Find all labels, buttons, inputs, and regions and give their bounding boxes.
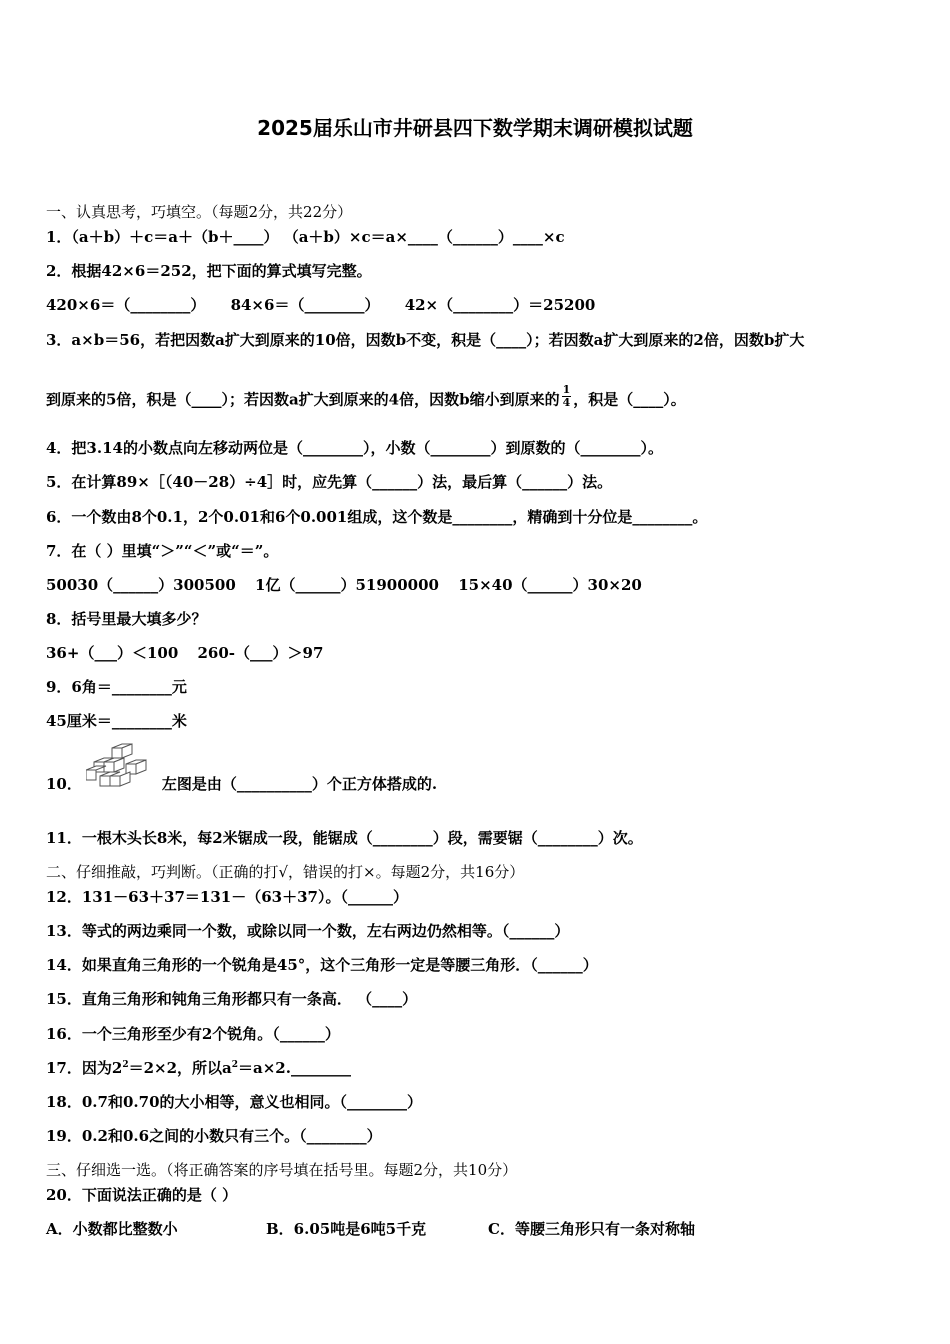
question-1: 1．（a＋b）＋c＝a＋（b＋____） （a＋b）×c＝a×____（______）____×c [46,228,565,246]
question-2-blank-c: 42×（________）＝25200 [404,296,596,314]
question-13: 13．等式的两边乘同一个数，或除以同一个数，左右两边仍然相等。（______） [46,922,570,940]
section-1-heading: 一、认真思考，巧填空。（每题2分，共22分） [46,203,353,221]
question-2-blank-b: 84×6＝（________） [230,296,380,314]
question-3-line-2 [46,383,686,413]
question-9-b: 45厘米＝________米 [46,712,187,730]
question-2: 2．根据42×6＝252，把下面的算式填写完整。 [46,262,372,280]
option-b: B．6.05吨是6吨5千克 [266,1220,427,1238]
question-7-item-c: 15×40（______）30×20 [458,576,642,594]
question-17-part-1: 17．因为2 [46,1059,123,1077]
question-3-line-1: 3．a×b＝56，若把因数a扩大到原来的10倍，因数b不变，积是（____）；若因数a扩大到原来的2倍，因数b扩大 [46,331,805,349]
stacked-cubes-figure [86,742,160,794]
question-3-text-after: ，积是（____）。 [573,390,686,409]
question-19: 19．0.2和0.6之间的小数只有三个。（________） [46,1127,382,1145]
question-3-text-before: 到原来的5倍，积是（____）；若因数a扩大到原来的4倍，因数b缩小到原来的 [46,390,560,409]
fraction-denominator: 4 [562,396,571,409]
question-15: 15．直角三角形和钝角三角形都只有一条高． （____） [46,990,418,1008]
question-6: 6．一个数由8个0.1，2个0.01和6个0.001组成，这个数是________，精确到十分位是________。 [46,508,708,526]
question-20-options [46,1219,695,1239]
question-17-exponent-1: 2 [122,1060,129,1070]
option-c: C．等腰三角形只有一条对称轴 [488,1220,695,1238]
question-4: 4．把3.14的小数点向左移动两位是（________），小数（________）到原数的（________）。 [46,439,663,457]
question-14: 14．如果直角三角形的一个锐角是45°，这个三角形一定是等腰三角形．（______） [46,956,598,974]
question-8: 8．括号里最大填多少？ [46,610,207,628]
question-17-part-2: ＝2×2，所以a [128,1059,232,1077]
question-20: 20．下面说法正确的是（ ） [46,1186,238,1204]
question-10 [46,742,437,794]
section-3-heading: 三、仔细选一选。（将正确答案的序号填在括号里。每题2分，共10分） [46,1161,518,1179]
question-12: 12．131－63＋37＝131－（63＋37）。（______） [46,888,408,906]
section-2-heading: 二、仔细推敲，巧判断。（正确的打√，错误的打×。每题2分，共16分） [46,863,525,881]
question-8-item-a: 36+（___）＜100 [46,644,179,662]
question-17-part-3: ＝a×2.________ [238,1059,351,1077]
fraction-numerator: 1 [562,383,571,396]
fraction-one-quarter [562,384,572,409]
question-8-items [46,643,323,663]
question-11: 11．一根木头长8米，每2米锯成一段，能锯成（________）段，需要锯（________）次。 [46,829,643,847]
question-10-number: 10． [46,775,82,793]
question-2-blank-a: 420×6＝（________） [46,296,206,314]
question-17-exponent-2: 2 [231,1060,239,1070]
question-10-text: 左图是由（__________）个正方体搭成的. [161,775,438,793]
question-7-item-b: 1亿（______）51900000 [255,576,439,594]
question-7-item-a: 50030（______）300500 [46,576,236,594]
question-7-comparisons [46,575,642,595]
question-16: 16．一个三角形至少有2个锐角。（______） [46,1025,340,1043]
page-title: 2025届乐山市井研县四下数学期末调研模拟试题 [257,116,693,140]
question-7: 7．在（ ）里填“＞”“＜”或“＝”。 [46,542,279,560]
question-8-item-b: 260-（___）＞97 [197,644,324,662]
question-17 [46,1058,351,1081]
question-5: 5．在计算89×［（40－28）÷4］时，应先算（______）法，最后算（______）法。 [46,473,613,491]
option-a: A．小数都比整数小 [46,1220,178,1238]
question-2-blanks [46,295,595,315]
question-9-a: 9．6角＝________元 [46,678,187,696]
question-18: 18．0.7和0.70的大小相等，意义也相同。（________） [46,1093,423,1111]
